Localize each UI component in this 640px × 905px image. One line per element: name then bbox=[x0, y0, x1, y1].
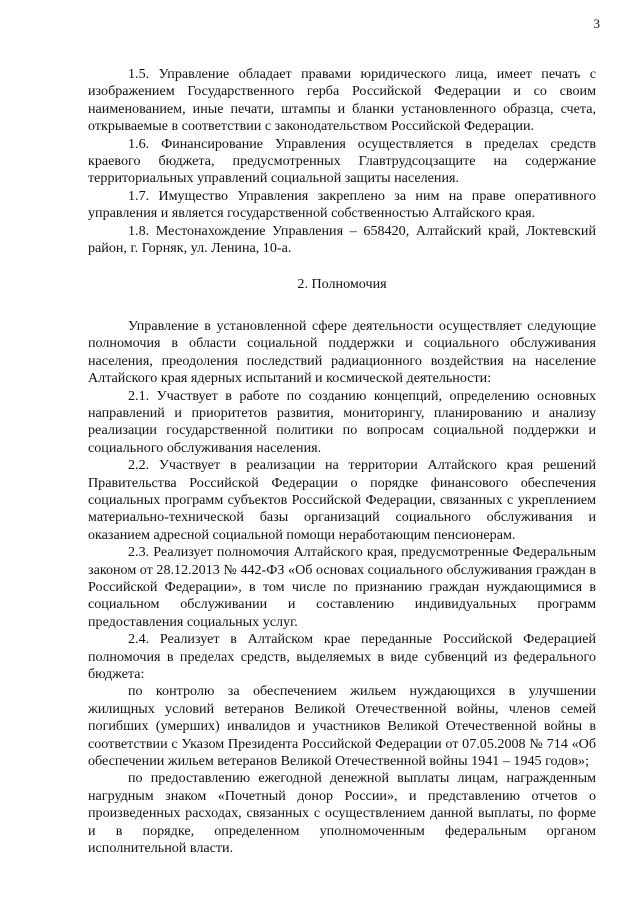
paragraph-2-2: 2.2. Участвует в реализации на территории Алтайского края решений Правительства Российской Федерации о порядке финансового обеспечения социальных программ субъектов Российской Федерации, связанных с укреплением материально-технической базы организаций социального обслуживания и оказанием адресной социальной помощи неработающим пенсионерам. bbox=[88, 457, 596, 543]
paragraph-2-3: 2.3. Реализует полномочия Алтайского края, предусмотренные Федеральным законом от 28.12.2013 № 442-ФЗ «Об основах социального обслуживания граждан в Российской Федерации», в том числе по признанию граждан нуждающимися в социальном обслуживании и составлению индивидуальных программ предоставления социальных услуг. bbox=[88, 544, 596, 630]
section-heading: 2. Полномочия bbox=[297, 276, 387, 293]
paragraph-2-4-donor: по предоставлению ежегодной денежной выплаты лицам, награжденным нагрудным знаком «Почетный донор России», и представлению отчетов о произведенных расходах, связанных с осуществлением данной выплаты, по форме и в порядке, определенном уполномоченным федеральным органом исполнительной власти. bbox=[88, 770, 596, 857]
page-number: 3 bbox=[593, 16, 600, 31]
paragraph-2-4-housing: по контролю за обеспечением жильем нуждающихся в улучшении жилищных условий ветеранов Великой Отечественной войны, членов семей погибших (умерших) инвалидов и участников Великой Отечественной войны в соответствии с Указом Президента Российской Федерации от 07.05.2008 № 714 «Об обеспечении жильем ветеранов Великой Отечественной войны 1941 – 1945 годов»; bbox=[88, 683, 596, 770]
paragraph-1-8: 1.8. Местонахождение Управления – 658420, Алтайский край, Локтевский район, г. Горняк, ул. Ленина, 10-а. bbox=[88, 222, 596, 257]
paragraph-2-1: 2.1. Участвует в работе по созданию концепций, определению основных направлений и приоритетов развития, мониторингу, планированию и анализу реализации государственной политики по вопросам социальной поддержки и социального обслуживания населения. bbox=[88, 387, 596, 456]
paragraph-1-7: 1.7. Имущество Управления закреплено за ним на праве оперативного управления и является государственной собственностью Алтайского края. bbox=[88, 187, 596, 222]
paragraph-1-5: 1.5. Управление обладает правами юридического лица, имеет печать с изображением Государственного герба Российской Федерации и со своим наименованием, иные печати, штампы и бланки установленного образца, счета, открываемые в соответствии с законодательством Российской Федерации. bbox=[88, 66, 596, 135]
paragraph-1-6: 1.6. Финансирование Управления осуществляется в пределах средств краевого бюджета, предусмотренных Главтрудсоцзащите на содержание территориальных управлений социальной защиты населения. bbox=[88, 135, 596, 187]
paragraph-2-4: 2.4. Реализует в Алтайском крае переданные Российской Федерацией полномочия в пределах средств, выделяемых в виде субвенций из федерального бюджета: bbox=[88, 631, 596, 682]
paragraph-intro: Управление в установленной сфере деятельности осуществляет следующие полномочия в области социальной поддержки и социального обслуживания населения, преодоления последствий радиационного воздействия на население Алтайского края ядерных испытаний и космической деятельности: bbox=[88, 317, 596, 387]
document-body bbox=[88, 66, 596, 857]
